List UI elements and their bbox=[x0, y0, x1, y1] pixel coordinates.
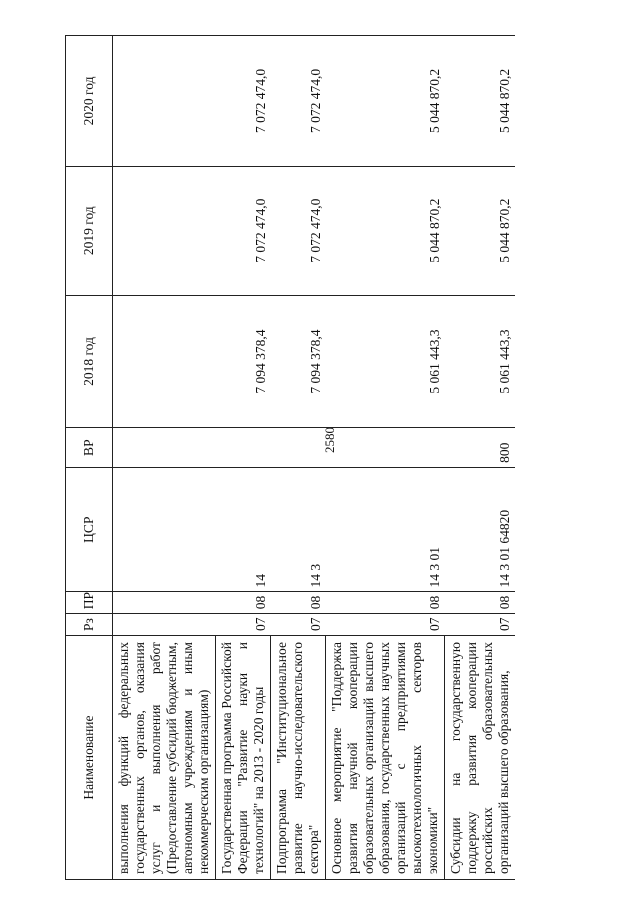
row-rz: 07 bbox=[216, 614, 271, 636]
row-vr bbox=[113, 428, 216, 467]
row-csr: 14 bbox=[216, 467, 271, 592]
table-row bbox=[326, 36, 445, 880]
table-row bbox=[216, 36, 271, 880]
row-vr bbox=[326, 428, 445, 467]
row-pr: 08 bbox=[271, 592, 326, 614]
row-2019: 7 072 474,0 bbox=[271, 166, 326, 295]
row-2019 bbox=[113, 166, 216, 295]
table-body bbox=[113, 36, 516, 880]
page-number: 2580 bbox=[322, 427, 337, 453]
row-csr: 14 3 01 bbox=[326, 467, 445, 592]
row-pr bbox=[113, 592, 216, 614]
row-2020: 5 044 870,2 bbox=[326, 36, 445, 167]
header-rz: Рз bbox=[66, 614, 113, 636]
row-2020: 7 072 474,0 bbox=[271, 36, 326, 167]
header-2018: 2018 год bbox=[66, 295, 113, 428]
header-vr: ВР bbox=[66, 428, 113, 467]
row-pr: 08 bbox=[326, 592, 445, 614]
header-csr: ЦСР bbox=[66, 467, 113, 592]
row-2018 bbox=[113, 295, 216, 428]
table-row bbox=[445, 36, 516, 880]
row-csr: 14 3 01 64820 bbox=[445, 467, 516, 592]
row-2018: 5 061 443,3 bbox=[326, 295, 445, 428]
budget-table bbox=[65, 35, 515, 880]
header-2020: 2020 год bbox=[66, 36, 113, 167]
row-vr bbox=[271, 428, 326, 467]
row-name: Государственная программа Российской Федерации "Развитие науки и технологий" на 2013 - 2020 годы bbox=[216, 636, 271, 880]
row-rz: 07 bbox=[326, 614, 445, 636]
table-row bbox=[113, 36, 216, 880]
row-2018: 7 094 378,4 bbox=[271, 295, 326, 428]
row-csr bbox=[113, 467, 216, 592]
row-pr: 08 bbox=[445, 592, 516, 614]
row-2018: 7 094 378,4 bbox=[216, 295, 271, 428]
row-vr: 800 bbox=[445, 428, 516, 467]
row-rz: 07 bbox=[271, 614, 326, 636]
row-2020: 5 044 870,2 bbox=[445, 36, 516, 167]
table-row bbox=[271, 36, 326, 880]
row-name: выполнения функций федеральных государственных органов, оказания услуг и выполнения работ (Предоставление субсидий бюджетным, автономным учреждениям и иным некоммерческим организациям) bbox=[113, 636, 216, 880]
row-2019: 5 044 870,2 bbox=[445, 166, 516, 295]
row-name: Субсидии на государственную поддержку развития кооперации российских образовательных организаций высшего образования, bbox=[445, 636, 516, 880]
row-rz: 07 bbox=[445, 614, 516, 636]
header-pr: ПР bbox=[66, 592, 113, 614]
header-name: Наименование bbox=[66, 636, 113, 880]
row-name: Основное мероприятие "Поддержка развития научной кооперации образовательных организаций высшего образования, государственных научных организаций с предприятиями высокотехнологичных секторов экономики" bbox=[326, 636, 445, 880]
header-2019: 2019 год bbox=[66, 166, 113, 295]
row-2020 bbox=[113, 36, 216, 167]
rotated-table-sheet bbox=[65, 35, 595, 880]
row-vr bbox=[216, 428, 271, 467]
row-rz bbox=[113, 614, 216, 636]
row-2018: 5 061 443,3 bbox=[445, 295, 516, 428]
row-2019: 7 072 474,0 bbox=[216, 166, 271, 295]
row-2019: 5 044 870,2 bbox=[326, 166, 445, 295]
row-csr: 14 3 bbox=[271, 467, 326, 592]
row-2020: 7 072 474,0 bbox=[216, 36, 271, 167]
row-name: Подпрограмма "Институциональное развитие научно-исследовательского сектора" bbox=[271, 636, 326, 880]
table-header bbox=[66, 36, 113, 880]
row-pr: 08 bbox=[216, 592, 271, 614]
